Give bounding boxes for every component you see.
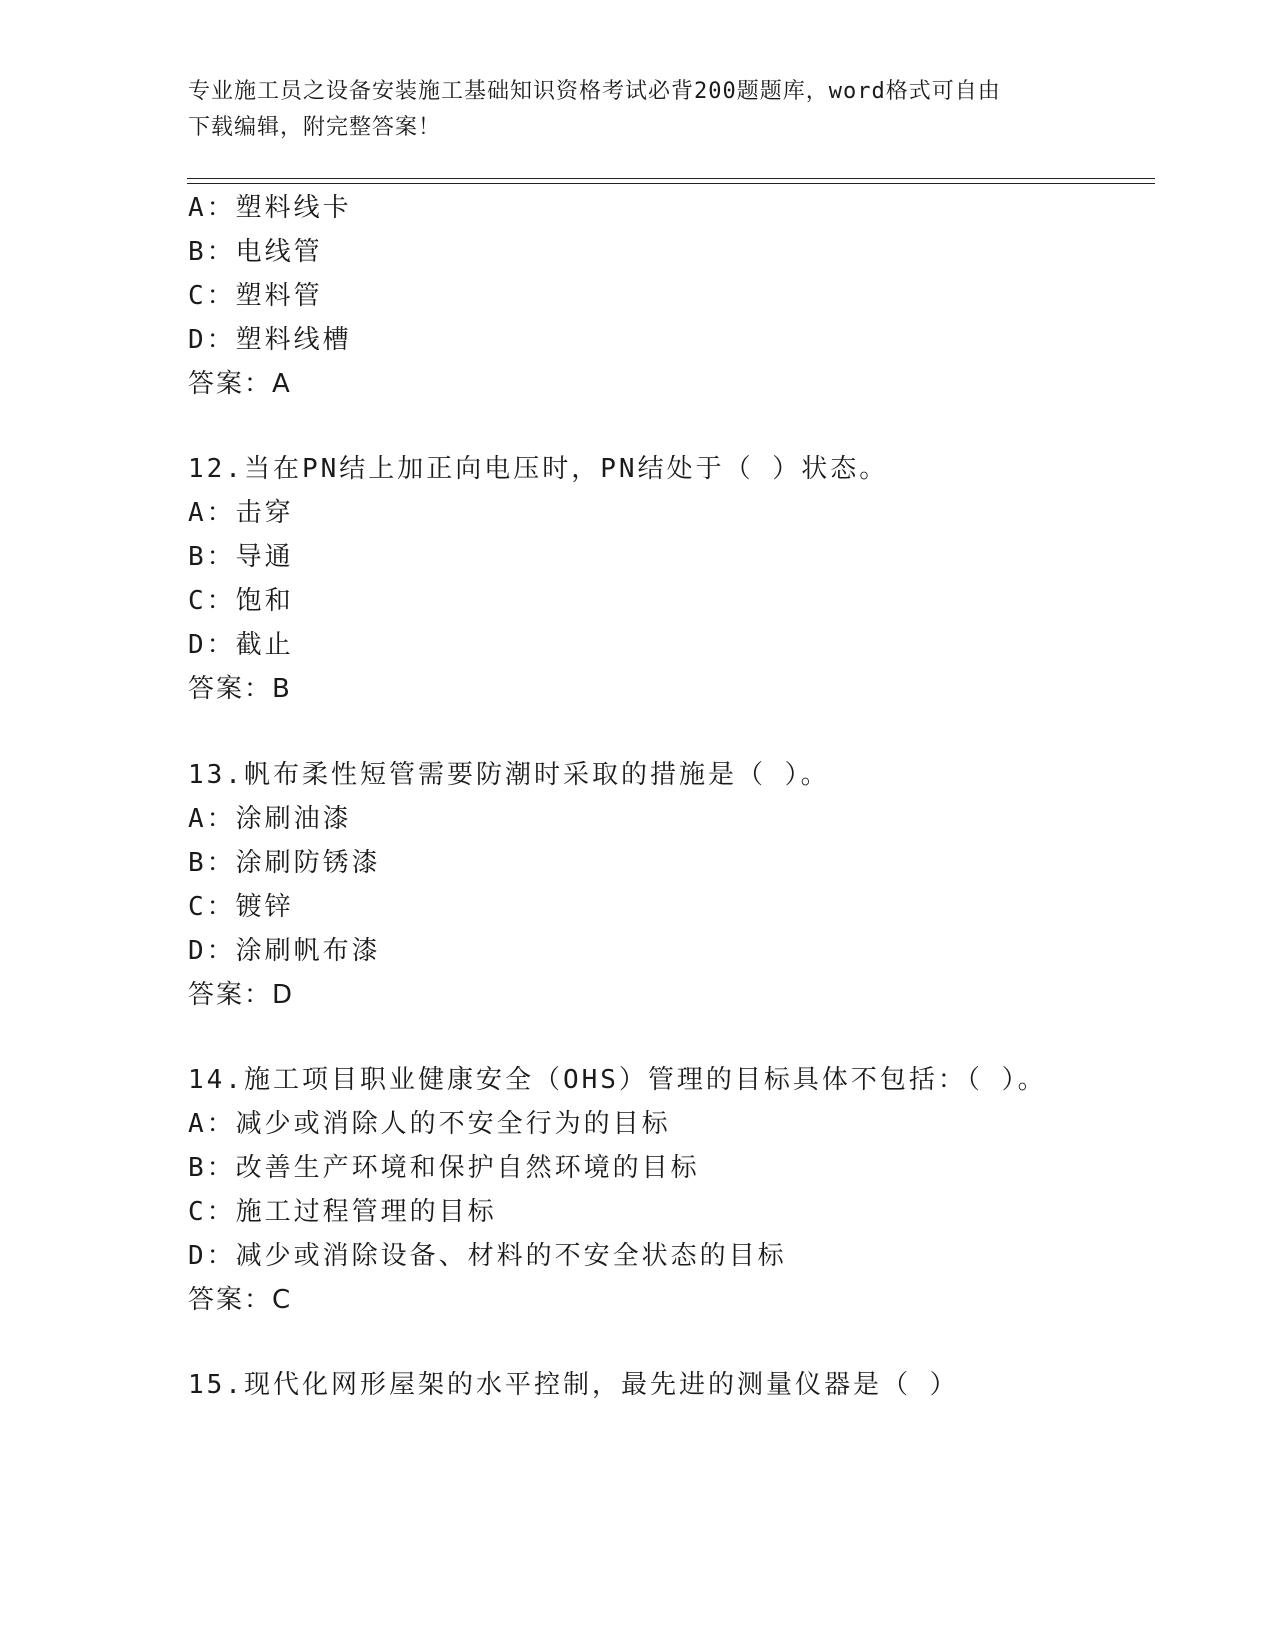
q13-option-b: B：涂刷防锈漆: [188, 848, 381, 878]
q11-option-d: D：塑料线槽: [188, 325, 352, 355]
q11-option-b: B：电线管: [188, 237, 323, 267]
q13-answer: 答案：D: [188, 980, 295, 1010]
q13-option-c: C：镀锌: [188, 892, 294, 922]
q14-option-a: A：减少或消除人的不安全行为的目标: [188, 1109, 671, 1139]
q13-option-d: D：涂刷帆布漆: [188, 936, 381, 966]
header-line-1: 专业施工员之设备安装施工基础知识资格考试必背200题题库，word格式可自由: [188, 79, 1001, 104]
q13-question: 13.帆布柔性短管需要防潮时采取的措施是（ ）。: [188, 760, 830, 790]
q14-question: 14.施工项目职业健康安全（OHS）管理的目标具体不包括：（ ）。: [188, 1065, 1047, 1095]
header-divider-bottom: [187, 183, 1155, 184]
q14-option-c: C：施工过程管理的目标: [188, 1197, 497, 1227]
header-divider-top: [187, 178, 1155, 179]
document-header: [188, 74, 1088, 146]
q11-option-a: A：塑料线卡: [188, 193, 352, 223]
q12-option-d: D：截止: [188, 630, 294, 660]
q11-option-c: C：塑料管: [188, 281, 323, 311]
q12-option-c: C：饱和: [188, 586, 294, 616]
q14-option-b: B：改善生产环境和保护自然环境的目标: [188, 1153, 700, 1183]
q14-option-d: D：减少或消除设备、材料的不安全状态的目标: [188, 1241, 787, 1271]
q15-question: 15.现代化网形屋架的水平控制，最先进的测量仪器是（ ）: [188, 1370, 959, 1400]
q11-answer: 答案：A: [188, 369, 292, 399]
header-line-2: 下载编辑，附完整答案！: [188, 115, 442, 140]
q13-option-a: A：涂刷油漆: [188, 804, 352, 834]
q12-option-a: A：击穿: [188, 498, 294, 528]
q12-option-b: B：导通: [188, 542, 294, 572]
q12-question: 12.当在PN结上加正向电压时，PN结处于（ ）状态。: [188, 454, 889, 484]
q12-answer: 答案：B: [188, 674, 292, 704]
q14-answer: 答案：C: [188, 1285, 293, 1315]
